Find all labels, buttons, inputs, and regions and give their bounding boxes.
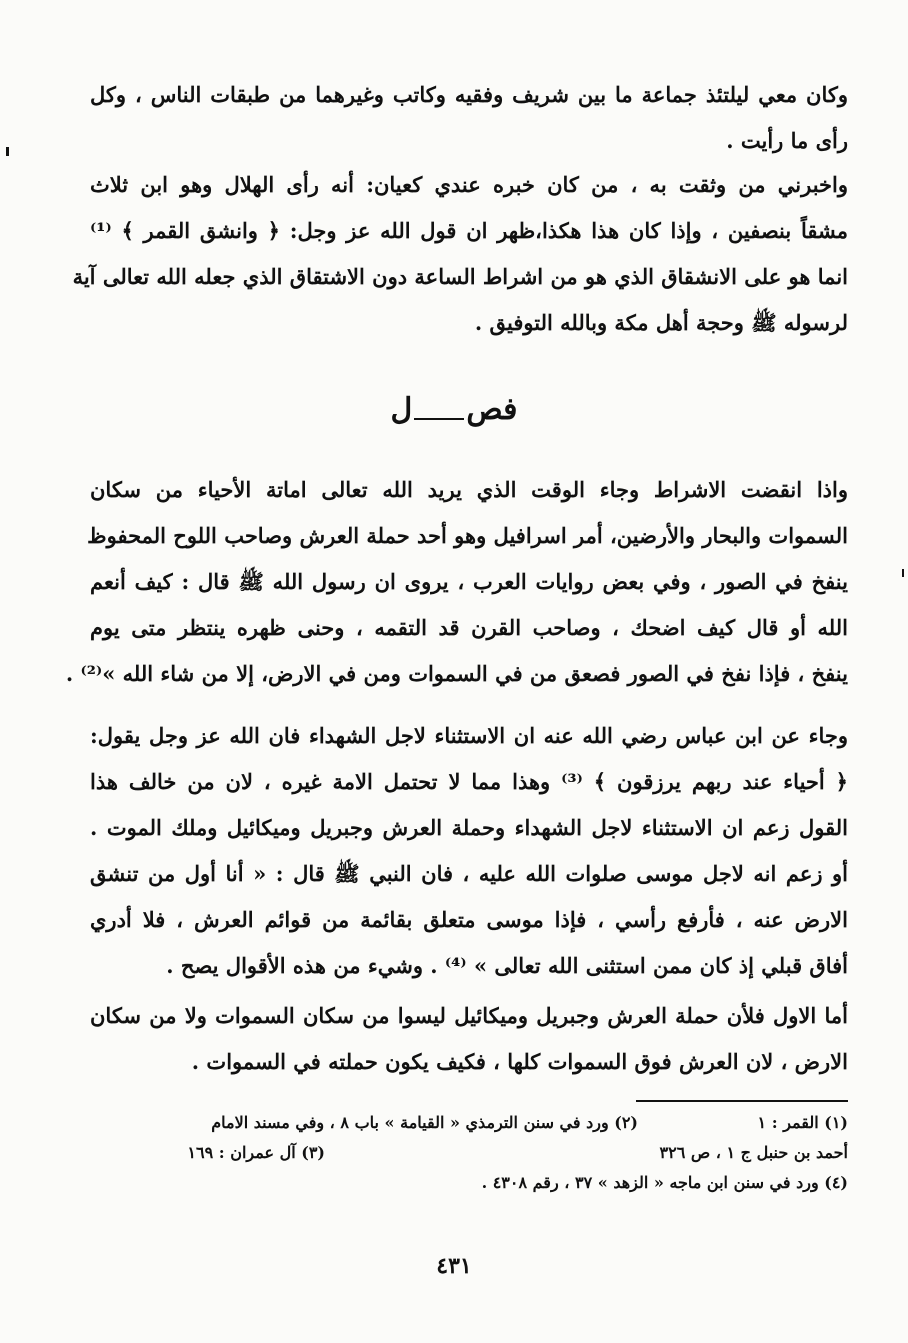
heading-text-left: ل <box>390 392 413 427</box>
text-line: لرسوله ﷺ وحجة أهل مكة وبالله التوفيق . <box>474 310 848 335</box>
footnote-4: (٤) ورد في سنن ابن ماجه « الزهد » ٣٧ ، رقم ٤٣٠٨ . <box>481 1173 848 1192</box>
text-line: وكان معي ليلتئذ جماعة ما بين شريف وفقيه وكاتب وغيرهما من طبقات الناس ، وكل <box>90 82 848 107</box>
margin-mark <box>6 147 9 156</box>
footnote-divider <box>636 1100 848 1102</box>
text-line: أو زعم انه لاجل موسى صلوات الله عليه ، فان النبي ﷺ قال : « أنا أول من تنشق <box>90 861 849 886</box>
text-line: الله أو قال كيف اضحك ، وصاحب القرن قد التقمه ، وحنى ظهره ينتظر متى يوم <box>90 615 848 640</box>
section-heading <box>0 392 908 427</box>
text-line: واخبرني من وثقت به ، من كان خبره عندي كعيان: أنه رأى الهلال وهو ابن ثلاث <box>90 172 848 197</box>
footnote-row <box>105 1108 848 1138</box>
text-line: ينفخ في الصور ، وفي بعض روايات العرب ، يروى ان رسول الله ﷺ قال : كيف أنعم <box>90 569 848 594</box>
text-line: انما هو على الانشقاق الذي هو من اشراط الساعة دون الاشتقاق الذي جعله الله تعالى آية <box>72 264 848 289</box>
text-line: ينفخ ، فإذا نفخ في الصور فصعق من في السموات ومن في الارض، إلا من شاء الله »⁽²⁾ . <box>65 661 848 686</box>
paragraph-4 <box>90 713 848 989</box>
footnote-2: (٢) ورد في سنن الترمذي « القيامة » باب ٨ ، وفي مسند الامام <box>211 1113 638 1132</box>
footnotes <box>105 1108 848 1198</box>
text-line: أما الاول فلأن حملة العرش وجبريل وميكائيل ليسوا من سكان السموات ولا من سكان <box>90 1003 848 1028</box>
text-line: القول زعم ان الاستثناء لاجل الشهداء وحملة العرش وجبريل وميكائيل وملك الموت . <box>90 815 848 840</box>
text-line: وجاء عن ابن عباس رضي الله عنه ان الاستثناء لاجل الشهداء فان الله عز وجل يقول: <box>90 723 848 748</box>
paragraph-1 <box>90 72 848 164</box>
text-line: الارض ، لان العرش فوق السموات كلها ، فكيف يكون حملته في السموات . <box>191 1049 848 1074</box>
text-line: رأى ما رأيت . <box>726 128 848 153</box>
text-line: مشقاً بنصفين ، وإذا كان هذا هكذا،ظهر ان قول الله عز وجل: ﴿ وانشق القمر ﴾ ⁽¹⁾ <box>90 218 848 243</box>
footnote-row <box>105 1138 848 1168</box>
text-line: السموات والبحار والأرضين، أمر اسرافيل وهو أحد حملة العرش وصاحب اللوح المحفوظ <box>87 523 848 548</box>
footnote-3: (٣) آل عمران : ١٦٩ <box>187 1143 325 1162</box>
margin-mark <box>902 569 904 577</box>
text-line: واذا انقضت الاشراط وجاء الوقت الذي يريد الله تعالى اماتة الأحياء من سكان <box>90 477 848 502</box>
footnote-2-continued: أحمد بن حنبل ج ١ ، ص ٣٢٦ <box>659 1143 848 1162</box>
paragraph-5 <box>90 993 848 1085</box>
heading-text-right: فص <box>466 392 518 427</box>
paragraph-3 <box>65 467 848 697</box>
text-line: الارض عنه ، فأرفع رأسي ، فإذا موسى متعلق بقائمة من قوائم العرش ، فلا أدري <box>90 907 848 932</box>
footnote-row <box>105 1168 848 1198</box>
footnote-1: (١) القمر : ١ <box>757 1113 848 1132</box>
heading-tatweel <box>414 418 464 420</box>
page-number: ٤٣١ <box>436 1253 472 1279</box>
paragraph-2 <box>72 162 848 346</box>
text-line: ﴿ أحياء عند ربهم يرزقون ﴾ ⁽³⁾ وهذا مما لا تحتمل الامة غيره ، لان من خالف هذا <box>90 769 848 794</box>
text-line: أفاق قبلي إذ كان ممن استثنى الله تعالى » ⁽⁴⁾ . وشيء من هذه الأقوال يصح . <box>166 953 848 978</box>
